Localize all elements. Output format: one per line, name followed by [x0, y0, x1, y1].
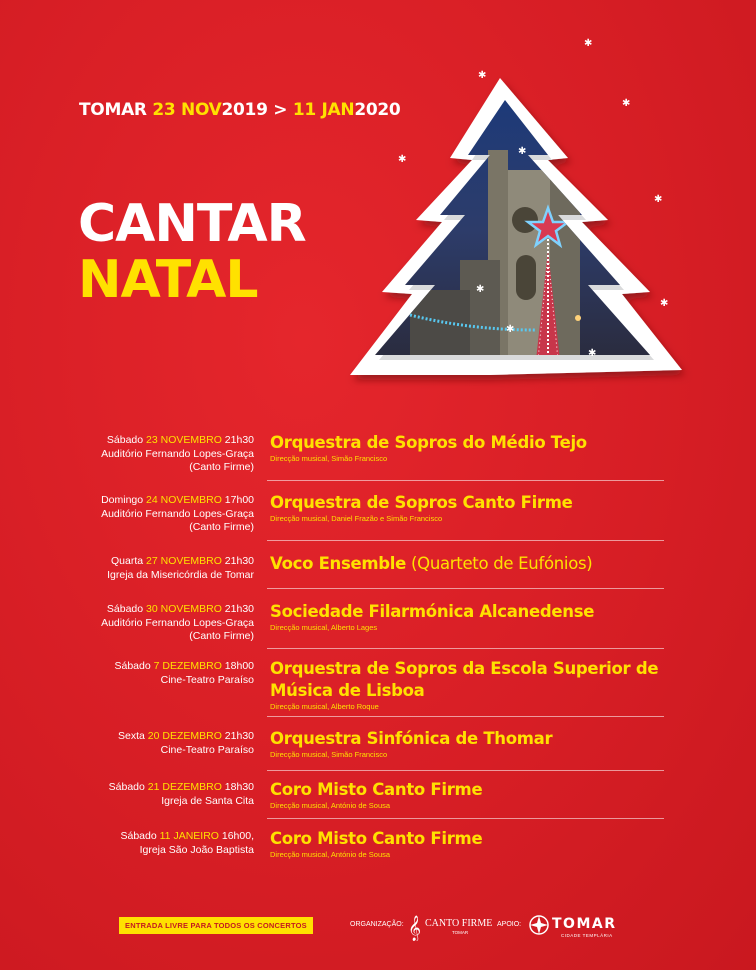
event-venue: Igreja São João Baptista	[139, 843, 254, 856]
event-name: Coro Misto Canto Firme	[270, 780, 483, 799]
divider	[267, 818, 664, 819]
christmas-tree-illustration	[320, 30, 700, 400]
place-name: TOMAR	[79, 100, 147, 120]
event-weekday: Sábado	[114, 660, 151, 672]
range-separator: >	[273, 100, 288, 120]
divider	[267, 480, 664, 481]
event-weekday: Sábado	[106, 434, 144, 446]
event-direction: Direcção musical, Simão Francisco	[270, 750, 388, 759]
event-name-main: Voco Ensemble	[270, 554, 407, 573]
event-name: Orquestra de Sopros da Escola Superior de Música de Lisboa	[270, 659, 659, 700]
event-direction: Direcção musical, António de Sousa	[270, 801, 391, 810]
start-year: 2019	[221, 100, 268, 120]
event-time: 18h00	[224, 660, 254, 672]
divider	[267, 770, 664, 771]
event-weekday: Sábado	[108, 781, 145, 793]
event-venue: Auditório Fernando Lopes-Graça	[101, 447, 254, 460]
event-weekday: Sexta	[117, 730, 145, 742]
event-time: 21h30	[224, 434, 254, 446]
event-when-where	[109, 781, 254, 808]
event-venue: (Canto Firme)	[189, 630, 254, 642]
svg-text:✱: ✱	[518, 146, 527, 157]
svg-text:𝄞: 𝄞	[408, 916, 422, 941]
event-venue: Igreja da Misericórdia de Tomar	[107, 568, 254, 581]
event-time: 18h30	[224, 781, 254, 793]
event-when-where	[101, 434, 254, 475]
templar-cross-icon	[528, 912, 550, 938]
event-time: 21h30	[224, 730, 254, 742]
event-venue: (Canto Firme)	[189, 521, 254, 533]
organization-name: CANTO FIRME	[425, 918, 493, 929]
event-name: Orquestra de Sopros Canto Firme	[270, 493, 573, 512]
free-entry-badge: ENTRADA LIVRE PARA TODOS OS CONCERTOS	[119, 917, 313, 934]
event-when-where	[107, 555, 254, 582]
event-when-where	[101, 494, 254, 535]
event-name: Sociedade Filarmónica Alcanedense	[270, 602, 595, 621]
svg-text:✱: ✱	[660, 298, 669, 309]
svg-text:✱: ✱	[478, 70, 487, 81]
svg-text:✱: ✱	[588, 348, 597, 359]
title-line-1: CANTAR	[78, 194, 306, 254]
svg-text:✱: ✱	[622, 98, 631, 109]
event-name	[270, 553, 670, 575]
event-name: Orquestra de Sopros do Médio Tejo	[270, 433, 587, 452]
divider	[267, 648, 664, 649]
event-weekday: Domingo	[101, 494, 144, 506]
organization-label: ORGANIZAÇÃO:	[350, 921, 404, 928]
svg-text:✱: ✱	[584, 38, 593, 49]
divider	[267, 588, 664, 589]
event-time: 17h00	[224, 494, 254, 506]
event-date: 24 NOVEMBRO	[146, 494, 222, 506]
divider	[267, 540, 664, 541]
event-weekday: Sábado	[120, 830, 157, 842]
event-direction: Direcção musical, Daniel Frazão e Simão Francisco	[270, 514, 443, 523]
event-name: Coro Misto Canto Firme	[270, 829, 483, 848]
event-direction: Direcção musical, António de Sousa	[270, 850, 391, 859]
event-date: 27 NOVEMBRO	[146, 555, 222, 567]
event-date: 21 DEZEMBRO	[147, 781, 222, 793]
event-time: 21h30	[224, 555, 254, 567]
event-venue: (Canto Firme)	[189, 461, 254, 473]
start-date: 23 NOV	[152, 100, 222, 120]
event-subname: (Quarteto de Eufónios)	[406, 554, 593, 573]
svg-text:✱: ✱	[654, 194, 663, 205]
event-venue: Auditório Fernando Lopes-Graça	[101, 616, 254, 629]
event-date: 23 NOVEMBRO	[146, 434, 222, 446]
event-when-where	[118, 730, 254, 757]
event-weekday: Sábado	[106, 603, 144, 615]
event-date: 20 DEZEMBRO	[147, 730, 222, 742]
svg-text:✱: ✱	[398, 154, 407, 165]
support-label: APOIO:	[497, 921, 522, 928]
event-date: 7 DEZEMBRO	[153, 660, 222, 672]
event-venue: Cine-Teatro Paraíso	[160, 743, 254, 756]
event-direction: Direcção musical, Alberto Roque	[270, 702, 379, 711]
title-line-2: NATAL	[78, 250, 258, 310]
end-date: 11 JAN	[292, 100, 355, 120]
event-direction: Direcção musical, Simão Francisco	[270, 454, 388, 463]
event-when-where	[101, 603, 254, 644]
event-venue: Igreja de Santa Cita	[161, 794, 254, 807]
organization-subtitle: TOMAR	[452, 930, 469, 935]
event-time: 21h30	[224, 603, 254, 615]
event-venue: Auditório Fernando Lopes-Graça	[101, 507, 254, 520]
event-name: Orquestra Sinfónica de Thomar	[270, 729, 553, 748]
support-name: TOMAR	[552, 916, 617, 932]
treble-clef-icon	[406, 913, 426, 941]
event-date: 11 JANEIRO	[159, 830, 219, 842]
svg-text:✱: ✱	[476, 284, 485, 295]
end-year: 2020	[354, 100, 401, 120]
event-date: 30 NOVEMBRO	[146, 603, 222, 615]
event-time: 16h00,	[221, 830, 254, 842]
event-venue: Cine-Teatro Paraíso	[160, 673, 254, 686]
event-when-where	[121, 830, 255, 857]
svg-text:✱: ✱	[506, 324, 515, 335]
support-subtitle: CIDADE TEMPLÁRIA	[561, 933, 613, 938]
event-direction: Direcção musical, Alberto Lages	[270, 623, 378, 632]
event-weekday: Quarta	[110, 555, 144, 567]
divider	[267, 716, 664, 717]
event-when-where	[114, 660, 254, 687]
